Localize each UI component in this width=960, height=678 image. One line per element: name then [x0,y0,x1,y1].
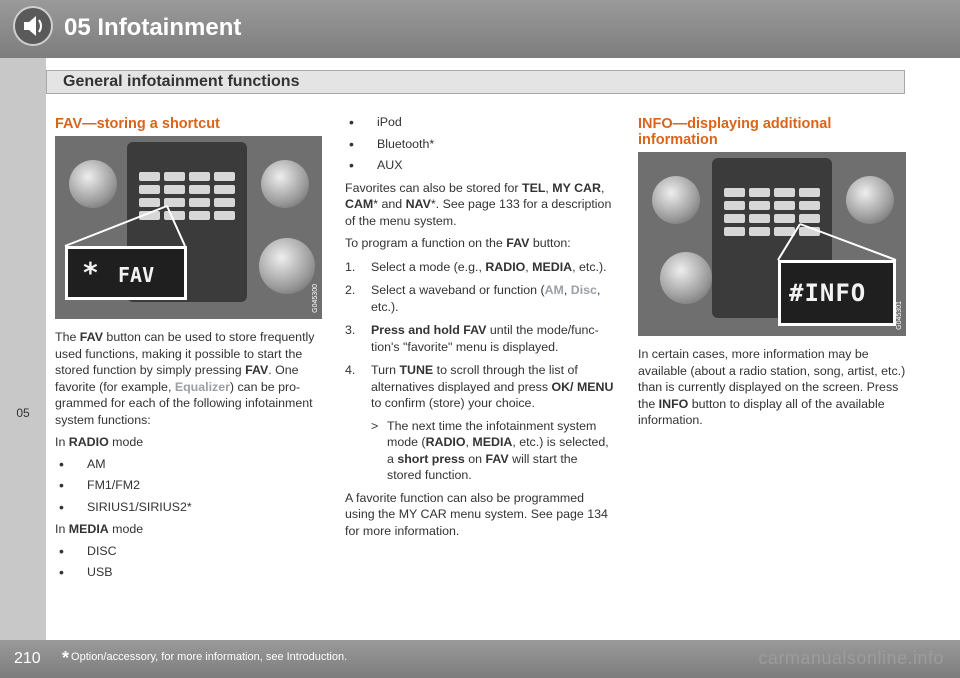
info-heading: INFO—displaying additional information [638,116,832,148]
list-item: • SIRIUS1/SIRIUS2* [55,499,325,516]
fav-heading: FAV—storing a shortcut [55,116,220,132]
info-button-closeup [778,260,896,326]
list-item: • iPod [345,114,615,131]
fav-figure [55,136,322,319]
fav-button-closeup [65,246,187,300]
footnote-star: * [62,648,70,668]
step-1: 1. Select a mode (e.g., RADIO, MEDIA, etc.). [345,259,607,274]
step-2: 2. Select a waveband or function (AM, Disc, etc.). [345,283,601,314]
page-number: 210 [14,650,41,667]
section-title: General infotainment functions [63,73,300,90]
program-intro: To program a function on the FAV button: [345,236,571,250]
step-4-result: > The next time the infotainment system mode (RADIO, MEDIA, etc.) is selected, a short press on FAV will start the stored function. [371,418,609,482]
info-figure-label: #INFO [789,279,867,307]
list-item: • FM1/FM2 [55,477,325,494]
fav-intro: The FAV button can be used to store frequently used functions, making it possible to start the stored function by simply pressing FAV. One favorite (for example, Equalizer) can be pro-grammed for each of the following infotainment system functions: [55,330,315,427]
step-4: 4. Turn TUNE to scroll through the list of alternatives displayed and press OK/ MENU to confirm (store) your choice. [345,363,614,410]
media-mode-label: In MEDIA mode [55,522,144,536]
right-column [638,116,908,148]
watermark: carmanualsonline.info [758,648,944,668]
left-text [55,329,325,581]
section-header [46,70,905,94]
middle-column [345,114,615,539]
chapter-title: 05 Infotainment [64,14,242,41]
list-item: • AUX [345,157,615,174]
fav-figure-label: FAV [118,263,155,287]
list-item: • USB [55,564,325,581]
footnote-text: Option/accessory, for more information, see Introduction. [71,651,348,663]
side-tab-number: 05 [16,406,30,420]
closing-paragraph: A favorite function can also be programmed using the MY CAR menu system. See page 134 for more information. [345,490,608,538]
info-paragraph: In certain cases, more information may be available (about a radio station, song, artist, etc.) than is currently displayed on the screen. Press the INFO button to display all of the available information. [638,347,906,427]
figure-code: G045300 [312,284,319,313]
chapter-side-tab [0,58,46,640]
left-column [55,116,323,132]
page-footer [0,640,960,678]
speaker-icon [13,6,53,46]
list-item: • Bluetooth* [345,136,615,153]
list-item: • AM [55,456,325,473]
info-figure [638,152,906,336]
footnote [62,648,347,669]
speaker-glyph [15,8,51,44]
list-item: • DISC [55,543,325,560]
chapter-header [0,0,960,58]
figure-code: G045301 [896,301,903,330]
right-text [638,346,910,429]
asterisk-icon: * [82,256,99,289]
favorites-paragraph: Favorites can also be stored for TEL, MY CAR, CAM* and NAV*. See page 133 for a description of the menu system. [345,180,612,228]
radio-mode-label: In RADIO mode [55,435,144,449]
step-3: 3. Press and hold FAV until the mode/func-tion's "favorite" menu is displayed. [345,323,599,354]
